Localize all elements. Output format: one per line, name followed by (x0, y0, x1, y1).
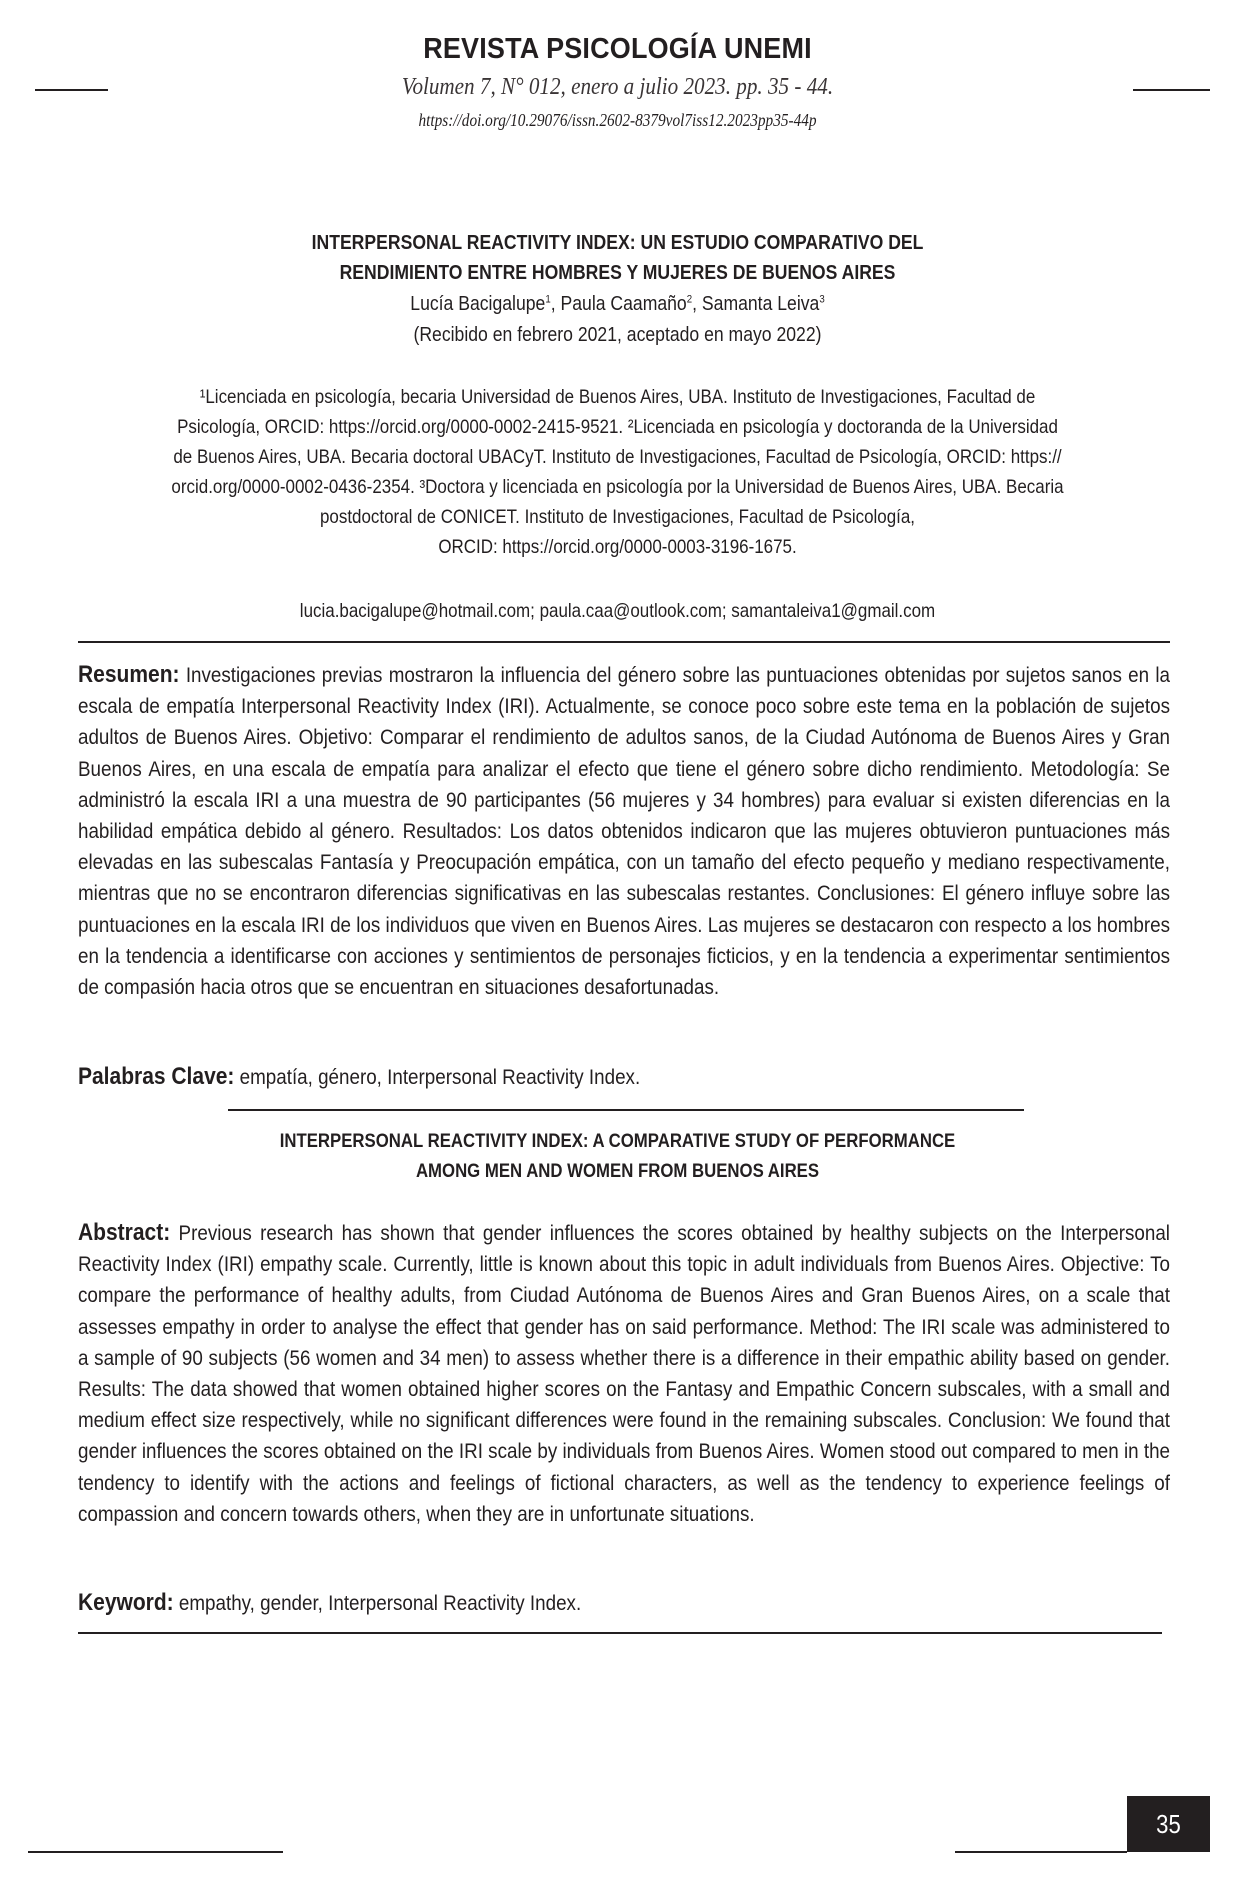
keyword-text: empathy, gender, Interpersonal Reactivity Index. (178, 1591, 582, 1615)
journal-title: REVISTA PSICOLOGÍA UNEMI (423, 33, 812, 65)
author-separator: , (550, 293, 561, 315)
affiliation-line: postdoctoral de CONICET. Instituto de Investigaciones, Facultad de Psicología, (319, 506, 916, 528)
affiliation-line: ORCID: https://orcid.org/0000-0003-3196-1675. (438, 536, 797, 558)
author-separator: , (692, 293, 702, 315)
resumen-text: Investigaciones previas mostraron la influencia del género sobre las puntuaciones obtenidas por sujetos sanos en la escala de empatía Interpersonal Reactivity Index (IRI). Actualmente, se conoce poco sobre este tema en la población de sujetos adultos de Buenos Aires. Objetivo: Comparar el rendimiento de adultos sanos, de la Ciudad Autónoma de Buenos Aires y Gran Buenos Aires, en una escala de empatía para analizar el efecto que tiene el género sobre dicho rendimiento. Metodología: Se administró la escala IRI a una muestra de 90 participantes (56 mujeres y 34 hombres) para evaluar si existen diferencias en la habilidad empática debido al género. Resultados: Los datos obtenidos indicaron que las mujeres obtuvieron puntuaciones más elevadas en las subescalas Fantasía y Preocupación empática, con un tamaño del efecto pequeño y mediano respectivamente, mientras que no se encontraron diferencias significativas en las subescalas restantes. Conclusiones: El género influye sobre las puntuaciones en la escala IRI de los individuos que viven en Buenos Aires. Las mujeres se destacaron con respecto a los hombres en la tendencia a identificarse con acciones y sentimientos de personajes ficticios, y en la tendencia a experimentar sentimientos de compasión hacia otros que se encuentran en situaciones desafortunadas. (78, 663, 1170, 1000)
language-divider (228, 1109, 1024, 1111)
page-number-badge (1127, 1796, 1210, 1852)
palabras-clave-section (78, 1061, 1170, 1093)
footer-rule-left (28, 1851, 283, 1853)
volume-issue-line: Volumen 7, N° 012, enero a julio 2023. pp. 35 - 44. (401, 74, 834, 100)
page-number: 35 (1156, 1808, 1181, 1839)
affiliation-line: orcid.org/0000-0002-0436-2354. ³Doctora y licenciada en psicología por la Universidad de Buenos Aires, UBA. Becaria (171, 476, 1064, 498)
palabras-clave-label: Palabras Clave: (78, 1063, 235, 1090)
resumen-label: Resumen: (78, 661, 180, 688)
abstract-section (78, 1217, 1170, 1530)
author-name: Samanta Leiva (701, 293, 820, 315)
doi-link[interactable]: https://doi.org/10.29076/issn.2602-8379vol7iss12.2023pp35-44p (418, 110, 817, 130)
palabras-clave-text: empatía, género, Interpersonal Reactivity Index. (239, 1065, 641, 1089)
article-title-es-line-1: INTERPERSONAL REACTIVITY INDEX: UN ESTUDIO COMPARATIVO DEL (311, 232, 924, 254)
author-affiliation-mark: 3 (819, 293, 825, 306)
author-affiliation-mark: 2 (686, 293, 693, 306)
resumen-section (78, 659, 1170, 1003)
footer-rule-right (955, 1851, 1127, 1853)
abstract-label: Abstract: (78, 1219, 171, 1246)
article-title-en-line-1: INTERPERSONAL REACTIVITY INDEX: A COMPARATIVE STUDY OF PERFORMANCE (279, 1130, 956, 1152)
article-title-es-line-2: RENDIMIENTO ENTRE HOMBRES Y MUJERES DE BUENOS AIRES (339, 262, 896, 284)
author-list (74, 293, 1161, 316)
affiliation-line: ¹Licenciada en psicología, becaria Universidad de Buenos Aires, UBA. Instituto de Investigaciones, Facultad de (199, 386, 1036, 408)
article-title-en-line-2: AMONG MEN AND WOMEN FROM BUENOS AIRES (415, 1160, 820, 1182)
affiliation-line: Psicología, ORCID: https://orcid.org/0000-0002-2415-9521. ²Licenciada en psicología y doctoranda de la Universidad (177, 416, 1058, 438)
author-emails[interactable]: lucia.bacigalupe@hotmail.com; paula.caa@outlook.com; samantaleiva1@gmail.com (299, 600, 936, 622)
keyword-label: Keyword: (78, 1589, 174, 1616)
abstract-text: Previous research has shown that gender influences the scores obtained by healthy subjects on the Interpersonal Reactivity Index (IRI) empathy scale. Currently, little is known about this topic in adult individuals from Buenos Aires. Objective: To compare the performance of healthy adults, from Ciudad Autónoma de Buenos Aires and Gran Buenos Aires, on a scale that assesses empathy in order to analyse the effect that gender has on said performance. Method: The IRI scale was administered to a sample of 90 subjects (56 women and 34 men) to assess whether there is a difference in their empathic ability based on gender. Results: The data showed that women obtained higher scores on the Fantasy and Empathic Concern subscales, with a small and medium effect size respectively, while no significant differences were found in the remaining subscales. Conclusion: We found that gender influences the scores obtained on the IRI scale by individuals from Buenos Aires. Women stood out compared to men in the tendency to identify with the actions and feelings of fictional characters, as well as the tendency to experience feelings of compassion and concern towards others, when they are in unfortunate situations. (78, 1221, 1170, 1526)
affiliation-line: de Buenos Aires, UBA. Becaria doctoral UBACyT. Instituto de Investigaciones, Facultad de Psicología, ORCID: https:// (173, 446, 1062, 468)
section-divider (78, 641, 1170, 643)
section-divider-bottom (78, 1632, 1162, 1634)
keyword-section (78, 1587, 1170, 1619)
received-accepted-dates: (Recibido en febrero 2021, aceptado en mayo 2022) (413, 324, 822, 346)
author-affiliation-mark: 1 (545, 293, 551, 306)
author-name: Lucía Bacigalupe (410, 293, 546, 315)
author-name: Paula Caamaño (560, 293, 687, 315)
